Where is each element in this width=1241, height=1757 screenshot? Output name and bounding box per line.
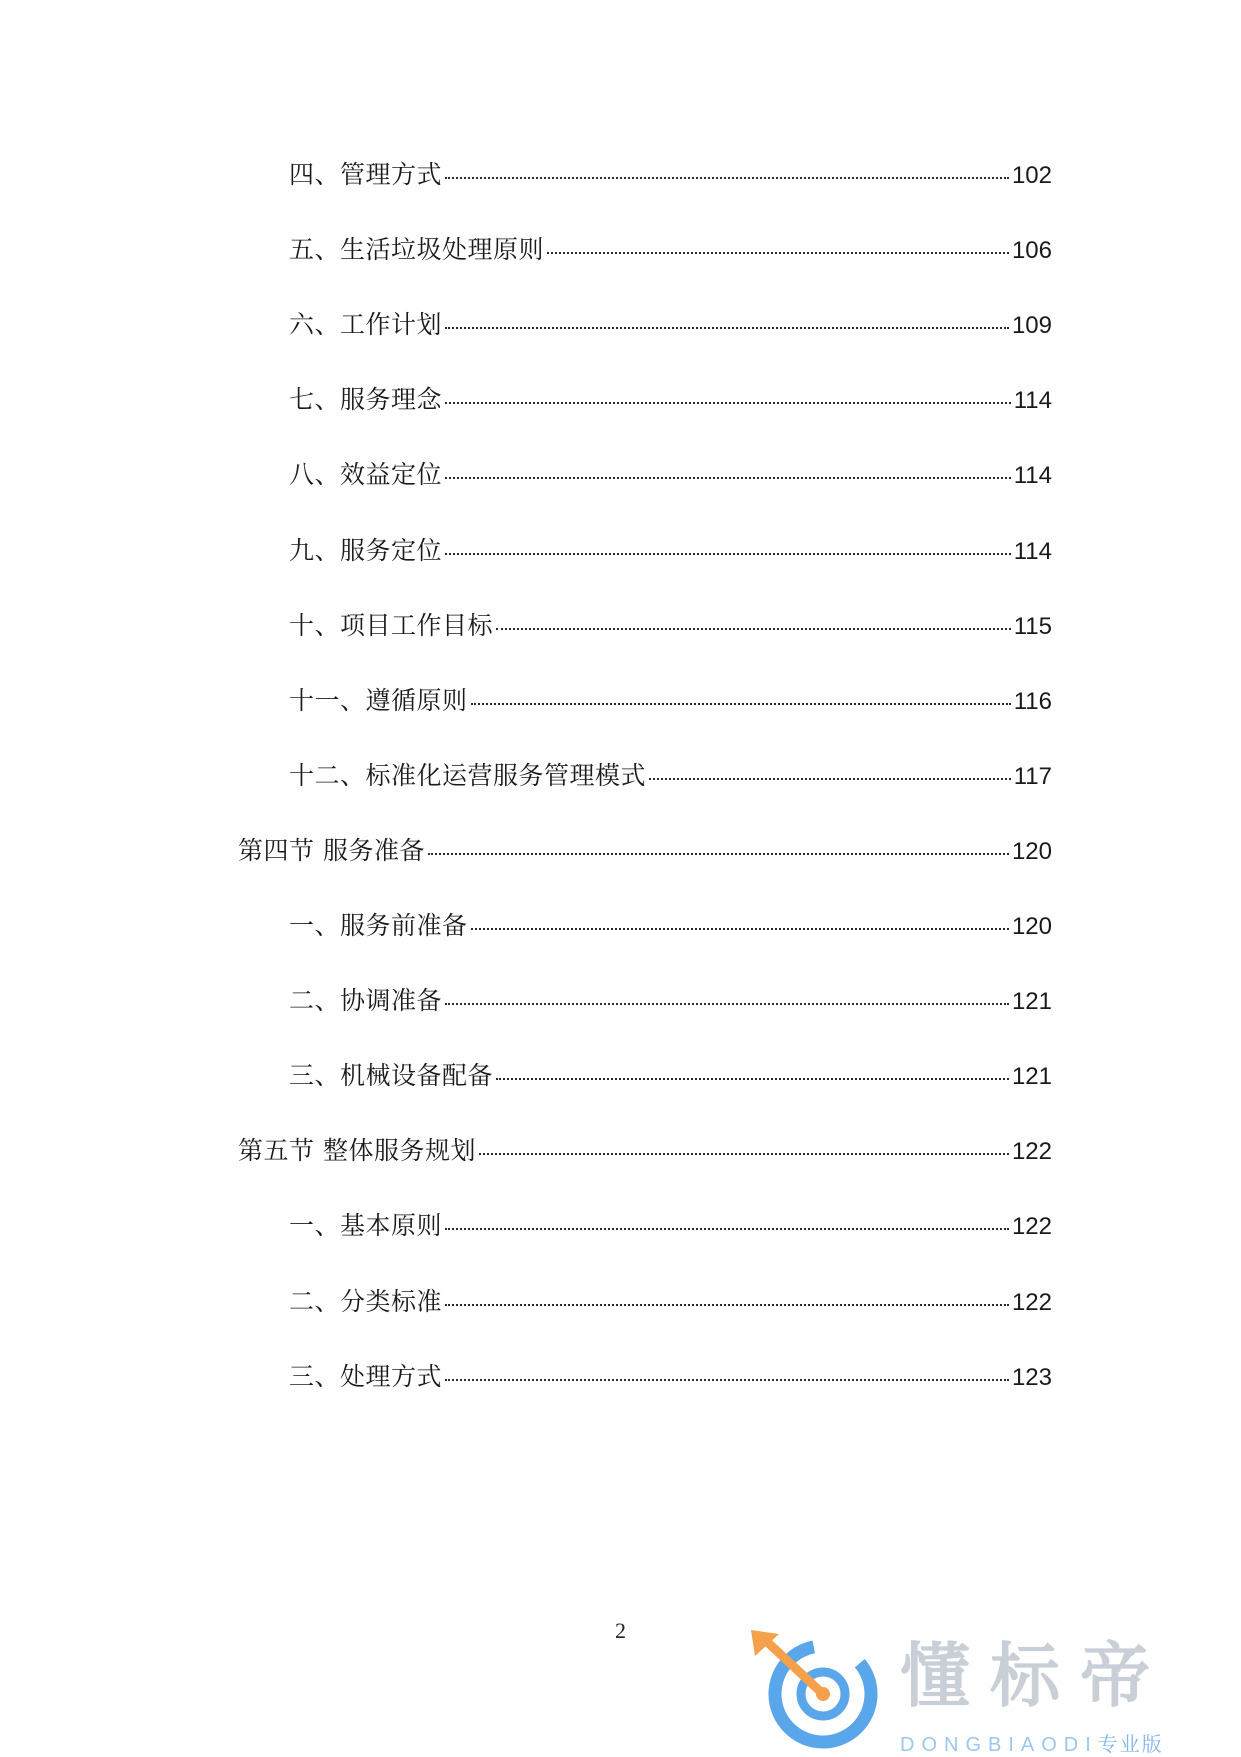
toc-entry-page: 122 (1011, 1289, 1052, 1316)
toc-entry-page: 116 (1013, 688, 1052, 715)
toc-entry[interactable] (289, 534, 1052, 569)
watermark-edition: 专业版 (1097, 1734, 1164, 1756)
toc-entry-page: 120 (1011, 913, 1052, 940)
toc-entry-title: 十二、标准化运营服务管理模式 (289, 761, 647, 790)
toc-entry[interactable] (289, 984, 1052, 1019)
toc-entry-page: 122 (1011, 1138, 1052, 1165)
toc-entry-title: 五、生活垃圾处理原则 (289, 235, 545, 264)
toc-entry-title: 七、服务理念 (289, 385, 443, 414)
toc-leader-dots (479, 1153, 1009, 1155)
toc-entry[interactable] (289, 909, 1052, 944)
toc-leader-dots (471, 703, 1011, 705)
toc-entry-title: 第四节 服务准备 (238, 836, 425, 865)
toc-entry[interactable] (289, 609, 1052, 644)
toc-entry-page: 121 (1011, 1063, 1052, 1090)
toc-entry[interactable] (289, 1360, 1052, 1395)
toc-section-entry[interactable] (238, 834, 1052, 869)
toc-leader-dots (445, 177, 1009, 179)
toc-entry[interactable] (289, 684, 1052, 719)
toc-leader-dots (445, 1379, 1009, 1381)
toc-leader-dots (445, 402, 1011, 404)
toc-entry-page: 120 (1011, 838, 1052, 865)
toc-leader-dots (547, 252, 1009, 254)
toc-leader-dots (445, 553, 1011, 555)
toc-entry-page: 115 (1013, 613, 1052, 640)
toc-entry-title: 一、基本原则 (289, 1211, 443, 1240)
toc-leader-dots (496, 628, 1011, 630)
toc-entry-page: 122 (1011, 1213, 1052, 1240)
toc-entry-title: 三、处理方式 (289, 1362, 443, 1391)
toc-entry-page: 114 (1013, 387, 1052, 414)
toc-entry-title: 二、协调准备 (289, 986, 443, 1015)
toc-leader-dots (445, 1228, 1009, 1230)
toc-entry-page: 123 (1011, 1364, 1052, 1391)
toc-entry-title: 三、机械设备配备 (289, 1061, 494, 1090)
toc-leader-dots (471, 928, 1009, 930)
toc-entry-title: 八、效益定位 (289, 460, 443, 489)
page-number: 2 (615, 1618, 626, 1643)
toc-entry[interactable] (289, 1059, 1052, 1094)
toc-entry-page: 102 (1011, 162, 1052, 189)
toc-entry-page: 109 (1011, 312, 1052, 339)
toc-leader-dots (445, 327, 1009, 329)
toc-entry-title: 六、工作计划 (289, 310, 443, 339)
toc-entry[interactable] (289, 383, 1052, 418)
toc-leader-dots (445, 1304, 1009, 1306)
toc-entry-title: 十、项目工作目标 (289, 611, 494, 640)
toc-entry-page: 114 (1013, 462, 1052, 489)
toc-leader-dots (649, 778, 1011, 780)
toc-entry-page: 121 (1011, 988, 1052, 1015)
toc-entry-title: 第五节 整体服务规划 (238, 1136, 476, 1165)
target-arrow-icon (745, 1630, 895, 1754)
watermark-brand-en (900, 1728, 1164, 1757)
toc-entry[interactable] (289, 1285, 1052, 1320)
toc-entry[interactable] (289, 759, 1052, 794)
toc-leader-dots (445, 477, 1011, 479)
toc-entry-title: 九、服务定位 (289, 536, 443, 565)
toc-entry-title: 一、服务前准备 (289, 911, 468, 940)
toc-entry-page: 106 (1011, 237, 1052, 264)
toc-leader-dots (445, 1003, 1009, 1005)
toc-leader-dots (496, 1078, 1009, 1080)
toc-entry[interactable] (289, 458, 1052, 493)
watermark-logo (745, 1630, 1231, 1754)
watermark-brand-en-text: DONGBIAODI (900, 1734, 1098, 1756)
toc-entry[interactable] (289, 158, 1052, 193)
toc-entry-page: 117 (1013, 763, 1052, 790)
toc-entry-page: 114 (1013, 538, 1052, 565)
watermark-brand-cn: 懂标帝 (900, 1635, 1170, 1717)
toc-entry-title: 二、分类标准 (289, 1287, 443, 1316)
toc-entry[interactable] (289, 308, 1052, 343)
toc-section-entry[interactable] (238, 1134, 1052, 1169)
toc-entry[interactable] (289, 1209, 1052, 1244)
toc-entry[interactable] (289, 233, 1052, 268)
toc-entry-title: 四、管理方式 (289, 160, 443, 189)
toc-entry-title: 十一、遵循原则 (289, 686, 468, 715)
toc-leader-dots (428, 853, 1009, 855)
